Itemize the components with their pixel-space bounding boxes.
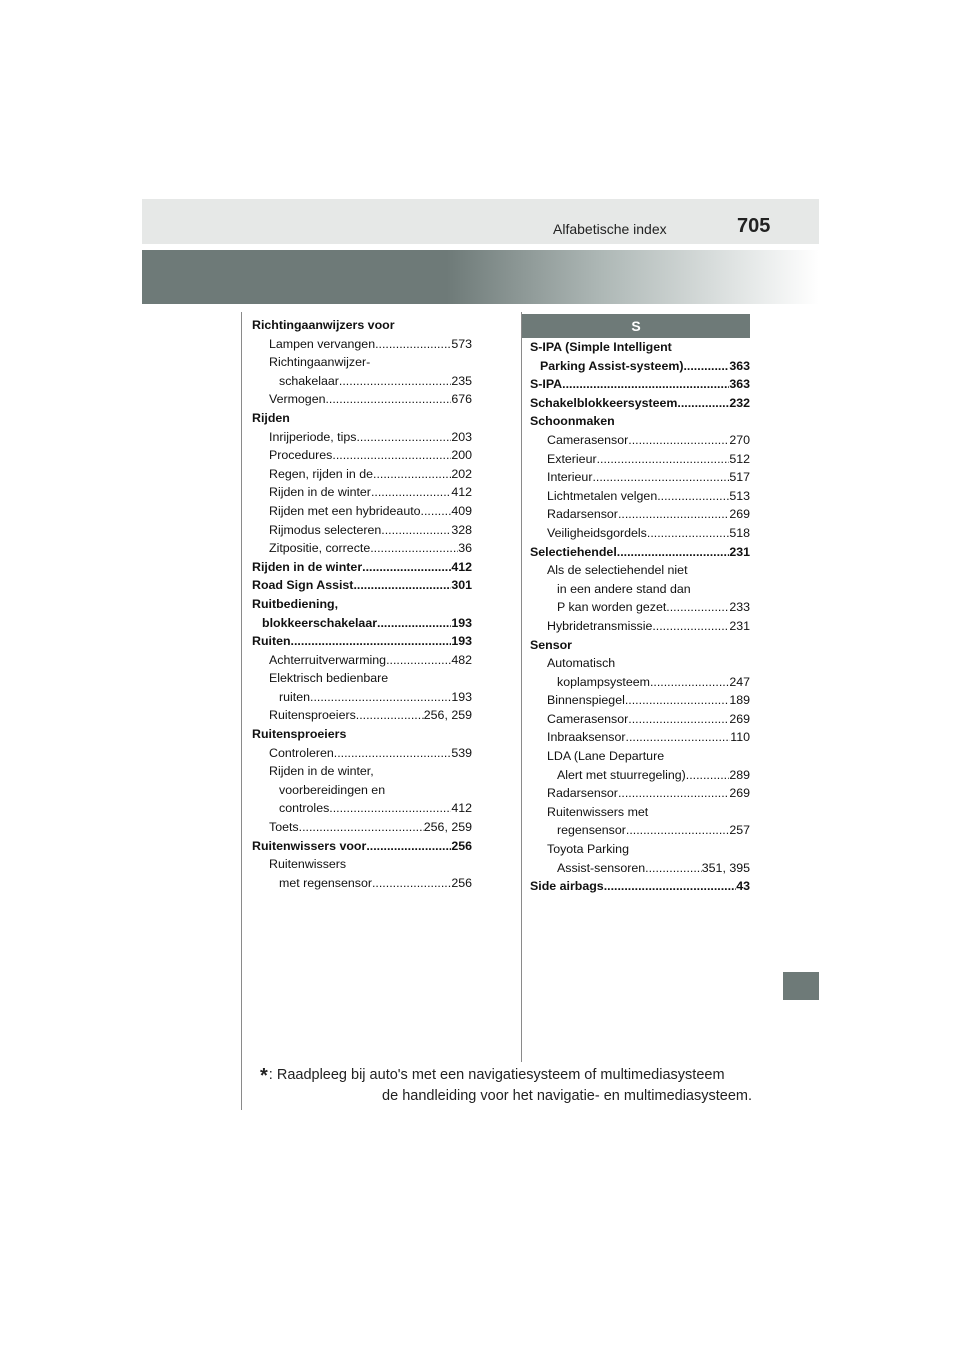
index-entry	[252, 857, 472, 876]
index-entry	[530, 768, 750, 787]
dot-leader	[353, 578, 451, 592]
index-entry-label: regensensor	[557, 823, 626, 838]
index-entry-label: Inrijperiode, tips	[269, 429, 357, 444]
index-entry-page: 257	[729, 823, 750, 838]
index-entry-label: Ruitenwissers	[269, 857, 347, 872]
index-entry	[530, 861, 750, 880]
index-entry-label: Camerasensor	[547, 432, 629, 447]
index-entry	[530, 396, 750, 415]
index-entry	[252, 485, 472, 504]
index-entry-label: Radarsensor	[547, 786, 618, 801]
chapter-bar	[142, 250, 819, 304]
index-entry	[530, 600, 750, 619]
index-entry-page: 573	[451, 336, 472, 351]
index-entry-page: 247	[729, 674, 750, 689]
index-entry-label: Elektrisch bedienbare	[269, 671, 389, 686]
index-entry-page: 539	[451, 745, 472, 760]
page-number: 705	[737, 215, 771, 237]
index-entry	[252, 820, 472, 839]
index-entry	[252, 430, 472, 449]
dot-leader	[683, 359, 729, 373]
index-entry	[530, 470, 750, 489]
index-entry-page: 328	[451, 522, 472, 537]
index-entry	[530, 730, 750, 749]
dot-leader	[310, 690, 451, 704]
index-entry	[252, 392, 472, 411]
header-title: Alfabetische index	[553, 221, 667, 237]
index-entry-label: Binnenspiegel	[547, 693, 625, 708]
index-entry-label: Als de selectiehendel niet	[547, 563, 688, 578]
index-entry-label: met regensensor	[279, 875, 372, 890]
dot-leader	[299, 820, 424, 834]
dot-leader	[386, 653, 451, 667]
index-entry	[252, 374, 472, 393]
index-entry-label: Rijden in de winter,	[269, 764, 374, 779]
index-entry-page: 412	[451, 485, 472, 500]
dot-leader	[617, 545, 730, 559]
index-entry	[252, 597, 472, 616]
index-entry-label: controles	[279, 801, 330, 816]
dot-leader	[370, 541, 458, 555]
index-entry-page: 200	[451, 448, 472, 463]
index-entry-page: 269	[729, 786, 750, 801]
index-entry-page: 269	[729, 507, 750, 522]
index-entry	[530, 879, 750, 898]
index-entry	[530, 675, 750, 694]
index-entry	[530, 638, 750, 657]
index-entry-label: Hybridetransmissie	[547, 618, 653, 633]
index-entry-page: 517	[729, 470, 750, 485]
index-entry	[530, 359, 750, 378]
index-entry-label: ruiten	[279, 689, 310, 704]
dot-leader	[339, 374, 451, 388]
index-entry	[252, 578, 472, 597]
index-entry-page: 351, 395	[701, 860, 750, 875]
index-entry-label: schakelaar	[279, 373, 339, 388]
dot-leader	[604, 879, 737, 893]
chapter-thumb-tab	[783, 972, 819, 1000]
dot-leader	[362, 560, 451, 574]
index-entry-label: Lampen vervangen	[269, 336, 376, 351]
index-entry-label: Rijden met een hybrideauto	[269, 503, 421, 518]
index-entry-label: Rijden in de winter	[252, 559, 363, 574]
index-entry-label: Vermogen	[269, 392, 326, 407]
index-entry	[252, 746, 472, 765]
index-entry	[530, 563, 750, 582]
dot-leader	[628, 433, 729, 447]
index-entry-page: 270	[729, 432, 750, 447]
index-entry-label: koplampsysteem	[557, 674, 650, 689]
dot-leader	[381, 523, 451, 537]
dot-leader	[372, 876, 451, 890]
dot-leader	[626, 823, 729, 837]
index-entry	[530, 452, 750, 471]
dot-leader	[592, 470, 729, 484]
index-entry-label: Rijden in de winter	[269, 485, 371, 500]
dot-leader	[647, 526, 729, 540]
footnote-marker: *	[260, 1065, 268, 1087]
index-entry-page: 43	[736, 879, 750, 894]
index-entry	[252, 448, 472, 467]
index-entry-label: P kan worden gezet	[557, 600, 667, 615]
index-entry-label: Veiligheidsgordels	[547, 525, 647, 540]
index-entry	[530, 507, 750, 526]
index-entry	[530, 526, 750, 545]
index-entry-page: 235	[451, 373, 472, 388]
index-entry-label: Regen, rijden in de	[269, 466, 374, 481]
index-entry	[252, 876, 472, 895]
index-entry-label: Camerasensor	[547, 711, 629, 726]
index-entry-label: Lichtmetalen velgen	[547, 488, 658, 503]
index-entry	[252, 318, 472, 337]
index-entry	[530, 340, 750, 359]
index-entry	[530, 842, 750, 861]
index-entry	[530, 693, 750, 712]
footnote-text-1: : Raadpleeg bij auto's met een navigatiesysteem of multimediasysteem	[268, 1067, 725, 1083]
index-entry	[252, 541, 472, 560]
index-entry-label: S-IPA (Simple Intelligent	[530, 340, 672, 354]
index-entry-label: Ruitbediening,	[252, 596, 339, 611]
index-entry-label: Ruitenwissers voor	[252, 838, 367, 853]
index-entry-label: voorbereidingen en	[279, 782, 386, 797]
dot-leader	[421, 504, 452, 518]
dot-leader	[650, 675, 729, 689]
index-entry-label: Achterruitverwarming	[269, 652, 387, 667]
index-entry-page: 482	[451, 652, 472, 667]
index-entry	[252, 467, 472, 486]
dot-leader	[618, 507, 729, 521]
index-entry-page: 231	[729, 544, 750, 559]
header-band	[142, 199, 819, 244]
dot-leader	[373, 467, 451, 481]
index-entry-label: Schoonmaken	[530, 414, 615, 429]
index-entry	[530, 805, 750, 824]
index-entry-page: 233	[729, 600, 750, 615]
index-entry	[530, 749, 750, 768]
index-entry	[252, 616, 472, 635]
index-entry-page: 363	[729, 377, 750, 392]
dot-leader	[375, 337, 451, 351]
index-entry-label: Ruitensproeiers	[269, 708, 356, 723]
index-entry-label: LDA (Lane Departure	[547, 749, 665, 764]
index-entry	[252, 560, 472, 579]
dot-leader	[334, 746, 452, 760]
index-entry-label: Zitpositie, correcte	[269, 541, 371, 556]
index-entry	[252, 727, 472, 746]
index-entry-page: 231	[729, 618, 750, 633]
dot-leader	[332, 448, 451, 462]
index-entry	[252, 708, 472, 727]
index-entry-label: Rijden	[252, 410, 290, 425]
index-entry	[252, 504, 472, 523]
index-entry	[530, 545, 750, 564]
index-entry	[530, 582, 750, 601]
index-entry	[530, 433, 750, 452]
index-entry-page: 203	[451, 429, 472, 444]
index-entry-label: Interieur	[547, 470, 593, 485]
index-entry-page: 189	[729, 693, 750, 708]
dot-leader	[562, 377, 729, 391]
index-entry	[252, 764, 472, 783]
index-entry-label: Side airbags	[530, 879, 604, 894]
index-entry-page: 193	[451, 634, 472, 649]
index-entry	[252, 355, 472, 374]
index-entry	[252, 634, 472, 653]
index-entry	[530, 619, 750, 638]
dot-leader	[645, 861, 702, 875]
index-entry	[530, 489, 750, 508]
dot-leader	[666, 600, 729, 614]
index-entry-label: Schakelblokkeersysteem	[530, 395, 678, 410]
index-entry-page: 256, 259	[423, 820, 472, 835]
index-entry	[530, 712, 750, 731]
index-entry	[252, 783, 472, 802]
index-entry-label: Richtingaanwijzer-	[269, 355, 371, 370]
index-entry-page: 256	[451, 838, 472, 853]
index-entry	[530, 786, 750, 805]
index-entry-label: Parking Assist-systeem)	[540, 358, 684, 373]
footnote-line-2: de handleiding voor het navigatie- en multimediasysteem.	[382, 1088, 752, 1104]
dot-leader	[377, 616, 451, 630]
index-entry-label: Road Sign Assist	[252, 578, 354, 593]
index-entry-label: Automatisch	[547, 656, 616, 671]
index-entry-label: Toets	[269, 820, 299, 835]
index-entry-page: 363	[729, 358, 750, 373]
index-entry-page: 513	[729, 488, 750, 503]
dot-leader	[356, 708, 424, 722]
index-entry-page: 256	[451, 875, 472, 890]
dot-leader	[597, 452, 730, 466]
index-entry-label: Toyota Parking	[547, 842, 629, 857]
index-entry	[252, 523, 472, 542]
section-letter-header: S	[522, 314, 750, 338]
dot-leader	[625, 693, 729, 707]
dot-leader	[657, 489, 729, 503]
index-entry-page: 193	[451, 615, 472, 630]
dot-leader	[325, 392, 451, 406]
dot-leader	[291, 634, 452, 648]
index-entry-page: 193	[451, 689, 472, 704]
index-entry-label: Assist-sensoren	[557, 860, 646, 875]
index-entry-label: blokkeerschakelaar	[262, 615, 378, 630]
dot-leader	[371, 485, 451, 499]
index-entry-page: 676	[451, 392, 472, 407]
index-entry-page: 518	[729, 525, 750, 540]
index-entry	[530, 656, 750, 675]
footnote	[260, 1065, 752, 1106]
index-entry	[530, 823, 750, 842]
dot-leader	[677, 396, 729, 410]
dot-leader	[366, 839, 451, 853]
index-column-left	[252, 318, 472, 894]
dot-leader	[652, 619, 729, 633]
index-entry-page: 110	[730, 730, 750, 745]
dot-leader	[356, 430, 451, 444]
index-entry-label: Richtingaanwijzers voor	[252, 318, 395, 332]
index-entry-label: Inbraaksensor	[547, 730, 626, 745]
index-entry	[252, 653, 472, 672]
index-entry-label: Ruitensproeiers	[252, 727, 347, 742]
index-entry	[252, 801, 472, 820]
index-entry	[252, 671, 472, 690]
index-entry-page: 36	[458, 541, 472, 556]
index-entry-page: 412	[451, 559, 472, 574]
index-entry-label: Ruiten	[252, 634, 291, 649]
dot-leader	[618, 786, 729, 800]
index-entry-page: 232	[729, 395, 750, 410]
dot-leader	[626, 730, 731, 744]
column-divider	[521, 312, 522, 1062]
index-entry-label: Radarsensor	[547, 507, 618, 522]
index-entry	[252, 839, 472, 858]
index-entry-label: in een andere stand dan	[557, 581, 691, 596]
index-entry-label: Controleren	[269, 745, 334, 760]
index-entry-label: Procedures	[269, 448, 333, 463]
index-entry-label: Ruitenwissers met	[547, 804, 649, 819]
index-entry-label: Sensor	[530, 637, 573, 652]
index-entry-page: 301	[451, 578, 472, 593]
index-entry-label: Alert met stuurregeling)	[557, 767, 686, 782]
index-entry	[530, 414, 750, 433]
index-column-right	[530, 340, 750, 898]
dot-leader	[686, 768, 730, 782]
index-entry	[252, 337, 472, 356]
dot-leader	[628, 712, 729, 726]
index-entry-label: Rijmodus selecteren	[269, 522, 382, 537]
index-entry-page: 202	[451, 466, 472, 481]
index-entry-page: 512	[729, 451, 750, 466]
index-entry-label: S-IPA	[530, 377, 563, 392]
dot-leader	[329, 801, 451, 815]
index-entry	[252, 411, 472, 430]
index-entry-page: 269	[729, 711, 750, 726]
index-entry-label: Exterieur	[547, 451, 597, 466]
index-entry-label: Selectiehendel	[530, 544, 617, 559]
index-entry-page: 256, 259	[423, 708, 472, 723]
footnote-line-1	[260, 1065, 752, 1086]
index-entry	[252, 690, 472, 709]
index-entry	[530, 377, 750, 396]
index-entry-page: 289	[729, 767, 750, 782]
index-entry-page: 412	[451, 801, 472, 816]
left-margin-rule	[241, 312, 242, 1110]
index-entry-page: 409	[451, 503, 472, 518]
